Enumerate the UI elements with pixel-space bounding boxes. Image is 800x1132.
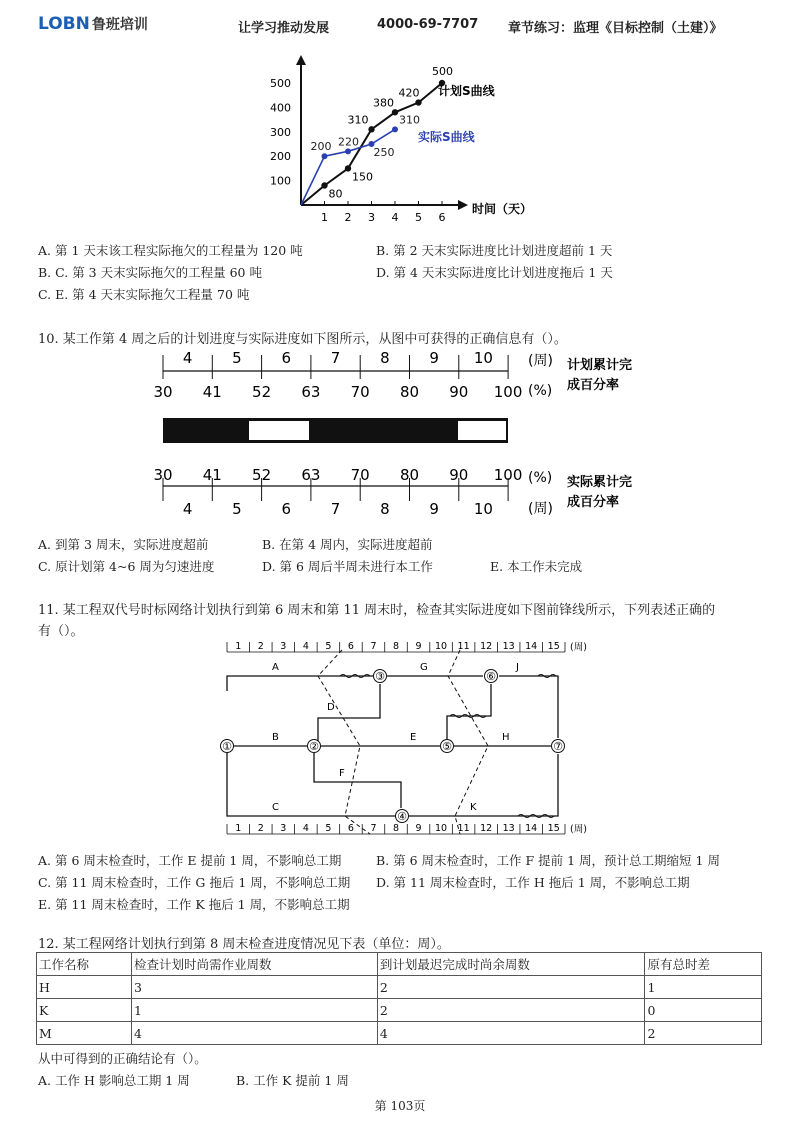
bottom-week-label: 9: [429, 500, 439, 518]
actual-label-1: 实际累计完: [567, 475, 633, 490]
scale-label-top: 3: [280, 641, 287, 652]
scale-label-top: 7: [370, 641, 377, 652]
activity-label: C: [272, 802, 279, 813]
table-cell: 0: [645, 999, 762, 1022]
table-row: [37, 976, 762, 999]
q12-option-a: A. 工作 H 影响总工期 1 周: [38, 1073, 190, 1088]
q11-option-b: B. 第 6 周末检查时，工作 F 提前 1 周，预计总工期缩短 1 周: [376, 853, 720, 868]
plan-point: [321, 182, 327, 188]
wave-dummy: [450, 715, 486, 718]
plan-point-label: 420: [398, 86, 420, 100]
plan-point-label: 380: [373, 96, 394, 110]
plan-label-2: 成百分率: [567, 378, 620, 393]
bottom-week-label: 8: [380, 500, 390, 518]
activity-label: G: [420, 662, 428, 673]
x-tick-label: 3: [368, 211, 375, 224]
scale-label-bottom: 10: [435, 823, 448, 834]
q11-question-line1: 11. 某工程双代号时标网络计划执行到第 6 周末和第 11 周末时，检查其实际进度如下图前锋线所示，下列表述正确的: [38, 603, 716, 618]
table-row: [37, 999, 762, 1022]
actual-point: [322, 153, 328, 159]
edge-c: [227, 753, 396, 816]
plan-point: [392, 109, 398, 115]
scale-label-top: 11: [457, 641, 470, 652]
bottom-week-label: 10: [473, 500, 493, 518]
scale-label-bottom: 1: [235, 823, 242, 834]
top-pct-label: 52: [252, 383, 272, 401]
actual-point-label: 220: [338, 135, 359, 149]
scale-unit-bottom: (周): [570, 824, 587, 835]
bottom-week-label: 4: [182, 500, 193, 518]
wave-k: [518, 815, 554, 818]
actual-progress-bar: [163, 418, 508, 443]
actual-point-label: 200: [310, 140, 332, 154]
front-line-week-11: [448, 650, 488, 834]
q11-option-a: A. 第 6 周末检查时，工作 E 提前 1 周，不影响总工期: [38, 853, 342, 868]
plan-point: [368, 126, 374, 132]
top-pct-label: 100: [493, 383, 523, 401]
q12-conclusion: 从中可得到的正确结论有（）。: [38, 1051, 207, 1066]
page-header: [0, 10, 800, 36]
plan-point-label: 150: [352, 170, 373, 184]
top-week-label: 6: [281, 349, 292, 367]
q11-option-e: E. 第 11 周末检查时，工作 K 拖后 1 周，不影响总工期: [38, 897, 350, 912]
q9-option-c: B. C. 第 3 天末实际拖欠的工程量 60 吨: [38, 265, 262, 280]
scale-label-bottom: 3: [280, 823, 287, 834]
bottom-week-label: 6: [281, 500, 292, 518]
q9-option-d: D. 第 4 天末实际进度比计划进度拖后 1 天: [376, 265, 613, 280]
plan-label-1: 计划累计完: [567, 358, 633, 373]
table-header-row: [37, 953, 762, 976]
plan-point-label: 500: [432, 65, 453, 78]
q10-option-b: B. 在第 4 周内，实际进度超前: [262, 537, 433, 552]
x-tick-label: 4: [391, 211, 399, 224]
scale-label-bottom: 12: [480, 823, 493, 834]
top-week-label: 4: [182, 349, 193, 367]
plan-point-label: 310: [347, 113, 369, 127]
top-pct-label: 41: [202, 383, 222, 401]
scale-label-top: 5: [325, 641, 332, 652]
network-node-label: ⑥: [486, 670, 496, 683]
logo-text: LOBN: [38, 14, 90, 34]
scale-unit-top: (周): [570, 642, 587, 653]
x-axis-label: 时间（天）: [472, 202, 533, 216]
actual-point-label: 310: [399, 113, 420, 127]
scale-label-top: 6: [347, 641, 354, 652]
edge-j: [499, 676, 558, 738]
bottom-pct-label: 70: [350, 466, 370, 484]
header-section: 章节练习：监理《目标控制（土建）》: [508, 21, 723, 36]
table-cell: M: [37, 1022, 132, 1045]
edge-a: [227, 676, 373, 691]
activity-label: K: [470, 802, 477, 813]
y-tick-label: 400: [270, 101, 291, 115]
actual-point-label: 250: [373, 146, 395, 159]
scale-label-bottom: 8: [392, 823, 400, 834]
table-cell: 3: [131, 976, 377, 999]
s-curve-chart: [0, 55, 800, 295]
scale-label-bottom: 15: [547, 823, 560, 834]
activity-label: J: [516, 662, 519, 673]
activity-label: F: [339, 768, 345, 779]
network-node-label: ②: [309, 740, 319, 753]
top-pct-label: 80: [399, 383, 420, 401]
brand-logo: [38, 14, 148, 34]
unit-week-bottom: (周): [528, 501, 553, 517]
scale-label-top: 12: [480, 641, 493, 652]
unit-pct-bottom: (%): [528, 470, 553, 486]
q10-option-c: C. 原计划第 4~6 周为匀速进度: [38, 559, 215, 574]
activity-label: H: [502, 732, 510, 743]
network-node-label: ①: [222, 740, 232, 753]
time-scaled-network-diagram: [0, 636, 800, 841]
plan-point: [415, 99, 421, 105]
table-cell: 2: [377, 976, 645, 999]
page-number: 第 103页: [374, 1099, 426, 1113]
actual-point: [345, 148, 351, 154]
table-header-cell: 检查计划时尚需作业周数: [131, 953, 377, 976]
scale-label-top: 4: [302, 641, 309, 652]
q10-option-a: A. 到第 3 周末，实际进度超前: [38, 537, 209, 552]
logo-cn: 鲁班培训: [91, 17, 148, 33]
y-tick-label: 200: [270, 150, 291, 164]
bottom-week-label: 7: [330, 500, 341, 518]
q9-option-a: A. 第 1 天末该工程实际拖欠的工程量为 120 吨: [38, 243, 303, 258]
table-cell: 1: [645, 976, 762, 999]
q11-question-line2: 有（）。: [38, 624, 84, 639]
x-tick-label: 1: [321, 211, 328, 224]
bottom-pct-label: 52: [252, 466, 272, 484]
y-tick-label: 500: [270, 77, 291, 90]
q9-option-b: B. 第 2 天末实际进度比计划进度超前 1 天: [376, 243, 613, 258]
bottom-pct-label: 63: [301, 466, 321, 484]
bottom-week-label: 5: [232, 500, 242, 518]
activity-label: E: [410, 732, 417, 743]
scale-label-bottom: 2: [257, 823, 264, 834]
table-cell: 4: [131, 1022, 377, 1045]
scale-label-bottom: 9: [415, 823, 422, 834]
x-tick-label: 2: [344, 211, 352, 224]
top-pct-label: 90: [449, 383, 469, 401]
network-edges: [227, 676, 558, 816]
gap-week-6: [249, 421, 309, 440]
plan-point-label: 80: [328, 187, 343, 201]
scale-label-top: 13: [502, 641, 515, 652]
top-week-label: 5: [232, 349, 242, 367]
table-cell: 4: [377, 1022, 645, 1045]
table-row: [37, 1022, 762, 1045]
top-week-label: 7: [330, 349, 341, 367]
scale-label-bottom: 5: [325, 823, 332, 834]
table-cell: H: [37, 976, 132, 999]
scale-label-top: 14: [525, 641, 538, 652]
q12-table: [36, 952, 762, 1045]
activity-label: D: [327, 702, 335, 713]
top-pct-label: 70: [350, 383, 370, 401]
scale-label-bottom: 14: [525, 823, 538, 834]
network-node-label: ④: [397, 810, 407, 823]
gap-week-9: [458, 421, 506, 440]
top-week-label: 9: [429, 349, 439, 367]
top-pct-label: 63: [301, 383, 321, 401]
q10-question: 10. 某工作第 4 周之后的计划进度与实际进度如下图所示，从图中可获得的正确信息有（）。: [38, 332, 567, 347]
scale-label-top: 8: [392, 641, 400, 652]
table-cell: 2: [645, 1022, 762, 1045]
q12-option-b: B. 工作 K 提前 1 周: [236, 1073, 349, 1088]
x-tick-label: 5: [415, 211, 422, 224]
bottom-pct-label: 100: [493, 466, 523, 484]
bottom-pct-label: 30: [153, 466, 173, 484]
q10-option-e: E. 本工作未完成: [490, 559, 583, 574]
table-cell: 2: [377, 999, 645, 1022]
plan-curve-label: 计划S曲线: [438, 84, 495, 98]
q9-option-e: C. E. 第 4 天末实际拖欠工程量 70 吨: [38, 287, 250, 302]
progress-bar-chart: [0, 343, 800, 523]
table-header-cell: 工作名称: [37, 953, 132, 976]
bottom-pct-label: 80: [399, 466, 420, 484]
bottom-pct-label: 90: [449, 466, 469, 484]
unit-week-top: (周): [528, 353, 553, 369]
scale-label-top: 9: [415, 641, 422, 652]
scale-label-bottom: 11: [457, 823, 470, 834]
plan-point: [345, 165, 351, 171]
edge-f: [314, 753, 401, 808]
scale-label-top: 2: [257, 641, 264, 652]
y-axis-arrow: [296, 55, 306, 65]
q12-question: 12. 某工程网络计划执行到第 8 周末检查进度情况见下表（单位：周）。: [38, 937, 450, 952]
table-header-cell: 到计划最迟完成时尚余周数: [377, 953, 645, 976]
top-week-label: 10: [473, 349, 493, 367]
network-node-label: ③: [375, 670, 385, 683]
scale-label-bottom: 4: [302, 823, 309, 834]
scale-label-bottom: 7: [370, 823, 377, 834]
scale-label-top: 15: [547, 641, 560, 652]
header-slogan: 让学习推动发展: [238, 21, 330, 36]
edge-dummy-5-6: [447, 684, 491, 739]
table-cell: K: [37, 999, 132, 1022]
actual-curve-label: 实际S曲线: [418, 130, 475, 144]
top-pct-label: 30: [153, 383, 173, 401]
q11-option-c: C. 第 11 周末检查时，工作 G 拖后 1 周，不影响总工期: [38, 875, 351, 890]
front-lines: [318, 650, 488, 834]
scale-label-bottom: 13: [502, 823, 515, 834]
header-phone: 4000-69-7707: [377, 17, 479, 32]
q10-option-d: D. 第 6 周后半周未进行本工作: [262, 559, 433, 574]
q11-option-d: D. 第 11 周末检查时，工作 H 拖后 1 周，不影响总工期: [376, 875, 690, 890]
y-tick-label: 300: [270, 125, 291, 139]
network-node-label: ⑦: [553, 740, 563, 753]
table-header-cell: 原有总时差: [645, 953, 762, 976]
activity-label: B: [272, 732, 279, 743]
scale-label-top: 10: [435, 641, 448, 652]
scale-label-bottom: 6: [347, 823, 354, 834]
actual-point: [392, 126, 398, 132]
bottom-pct-label: 41: [202, 466, 222, 484]
x-tick-label: 6: [438, 211, 446, 224]
network-node-label: ⑤: [442, 740, 452, 753]
y-tick-label: 100: [270, 174, 291, 188]
table-cell: 1: [131, 999, 377, 1022]
x-axis-arrow: [458, 200, 468, 210]
scale-label-top: 1: [235, 641, 242, 652]
edge-k: [409, 754, 558, 816]
activity-label: A: [272, 662, 279, 673]
actual-label-2: 成百分率: [567, 495, 620, 510]
unit-pct-top: (%): [528, 383, 553, 399]
top-week-label: 8: [380, 349, 390, 367]
